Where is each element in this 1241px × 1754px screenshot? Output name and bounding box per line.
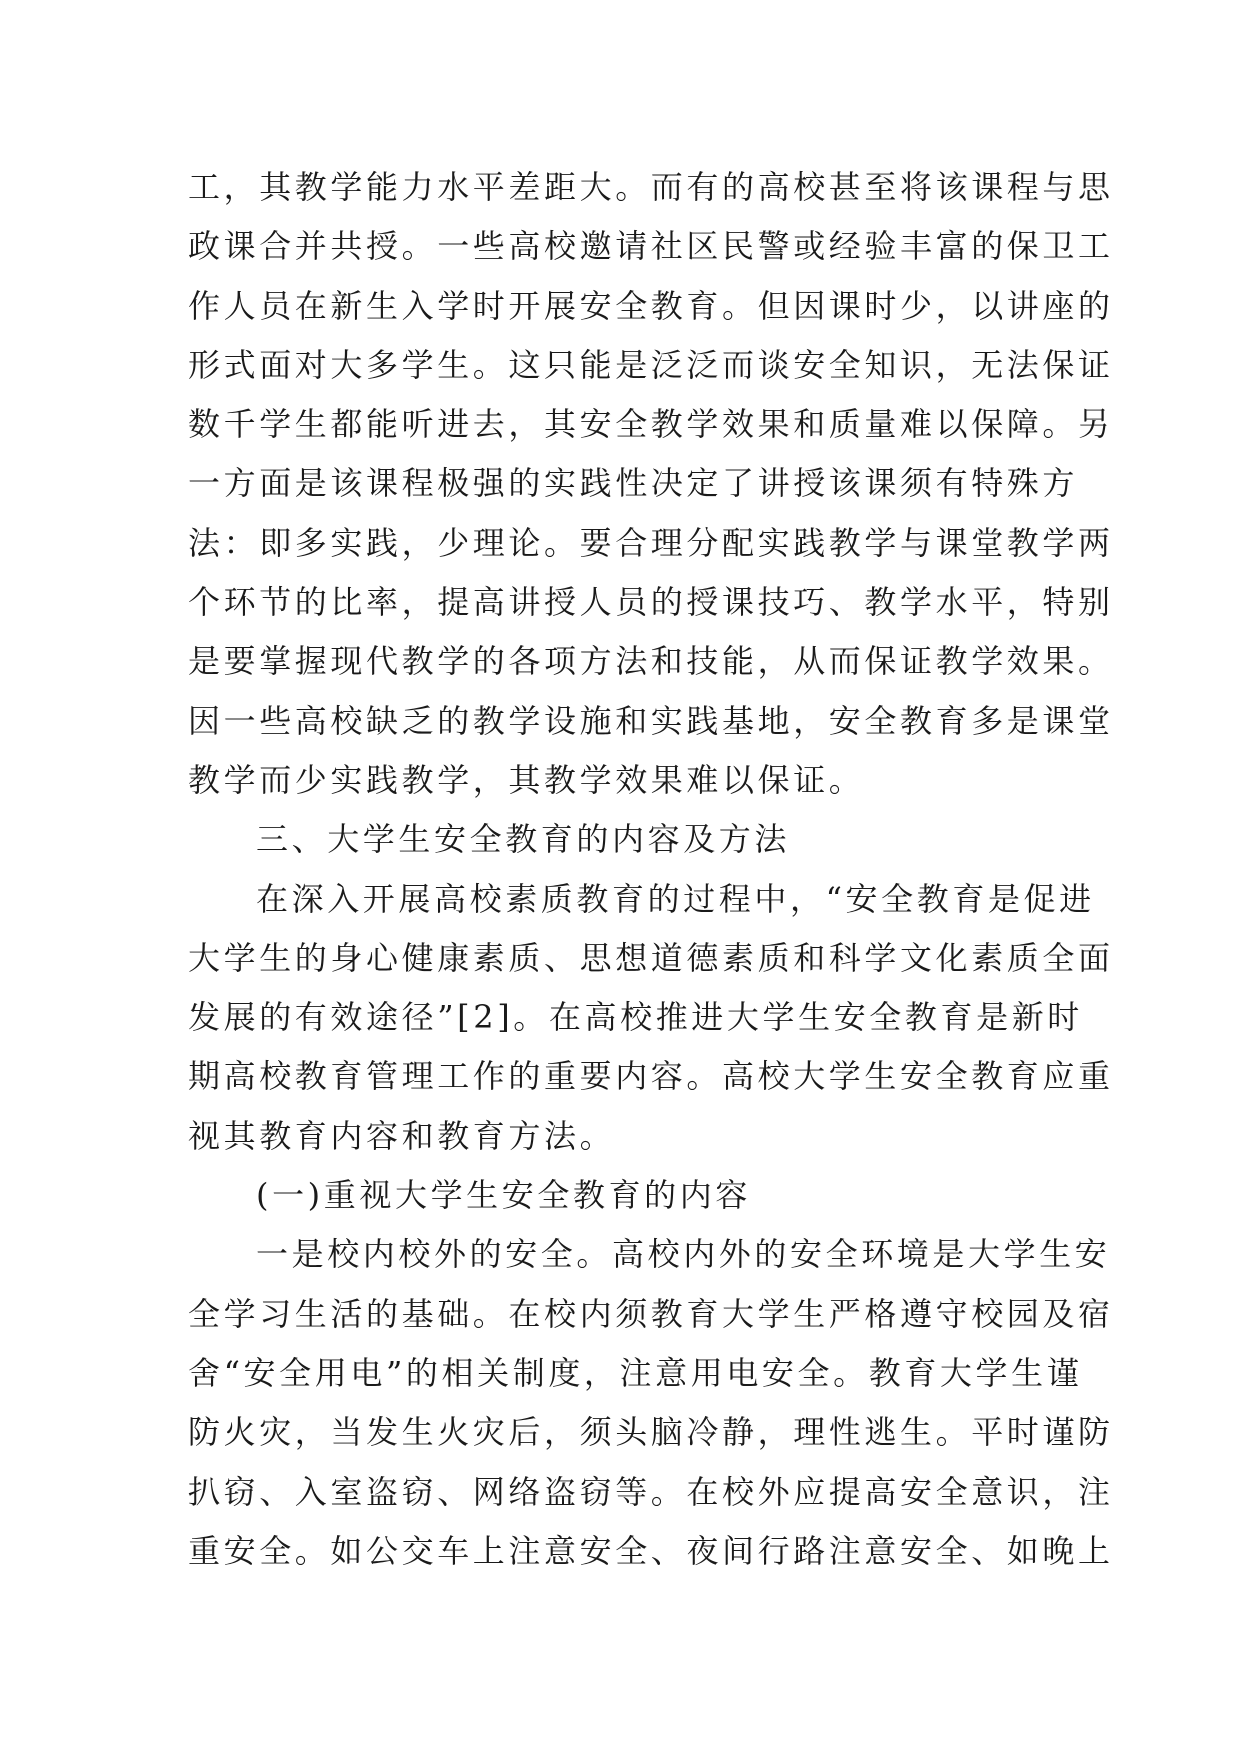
text-line: 因一些高校缺乏的教学设施和实践基地，安全教育多是课堂 <box>188 701 1114 740</box>
text-line: 全学习生活的基础。在校内须教育大学生严格遵守校园及宿 <box>188 1294 1114 1333</box>
text-line: 法：即多实践，少理论。要合理分配实践教学与课堂教学两 <box>188 523 1114 562</box>
text-line: 作人员在新生入学时开展安全教育。但因课时少，以讲座的 <box>188 286 1114 325</box>
text-line: 一方面是该课程极强的实践性决定了讲授该课须有特殊方 <box>188 464 1079 503</box>
text-line: 防火灾，当发生火灾后，须头脑冷静，理性逃生。平时谨防 <box>188 1413 1114 1452</box>
section-heading: 三、大学生安全教育的内容及方法 <box>256 820 791 859</box>
text-line: 个环节的比率，提高讲授人员的授课技巧、教学水平，特别 <box>188 583 1114 622</box>
text-line: 视其教育内容和教育方法。 <box>188 1116 616 1155</box>
text-line: 期高校教育管理工作的重要内容。高校大学生安全教育应重 <box>188 1057 1114 1096</box>
text-line: 重安全。如公交车上注意安全、夜间行路注意安全、如晚上 <box>188 1531 1114 1570</box>
text-line: 政课合并共授。一些高校邀请社区民警或经验丰富的保卫工 <box>188 227 1114 266</box>
text-line: 一是校内校外的安全。高校内外的安全环境是大学生安 <box>256 1235 1111 1274</box>
text-line: 数千学生都能听进去，其安全教学效果和质量难以保障。另 <box>188 405 1114 444</box>
text-line: 工，其教学能力水平差距大。而有的高校甚至将该课程与思 <box>188 168 1114 206</box>
text-line: 教学而少实践教学，其教学效果难以保证。 <box>188 760 865 799</box>
subsection-heading: (一)重视大学生安全教育的内容 <box>256 1176 751 1215</box>
text-line: 是要掌握现代教学的各项方法和技能，从而保证教学效果。 <box>188 642 1114 681</box>
text-line: 大学生的身心健康素质、思想道德素质和科学文化素质全面 <box>188 938 1114 977</box>
body-text <box>188 158 1114 1581</box>
text-line: 发展的有效途径”[2]。在高校推进大学生安全教育是新时 <box>188 998 1083 1037</box>
text-line: 形式面对大多学生。这只能是泛泛而谈安全知识，无法保证 <box>188 345 1114 384</box>
text-line: 舍“安全用电”的相关制度，注意用电安全。教育大学生谨 <box>188 1353 1083 1392</box>
text-line: 在深入开展高校素质教育的过程中，“安全教育是促进 <box>256 879 1095 918</box>
text-line: 扒窃、入室盗窃、网络盗窃等。在校外应提高安全意识，注 <box>188 1472 1114 1511</box>
